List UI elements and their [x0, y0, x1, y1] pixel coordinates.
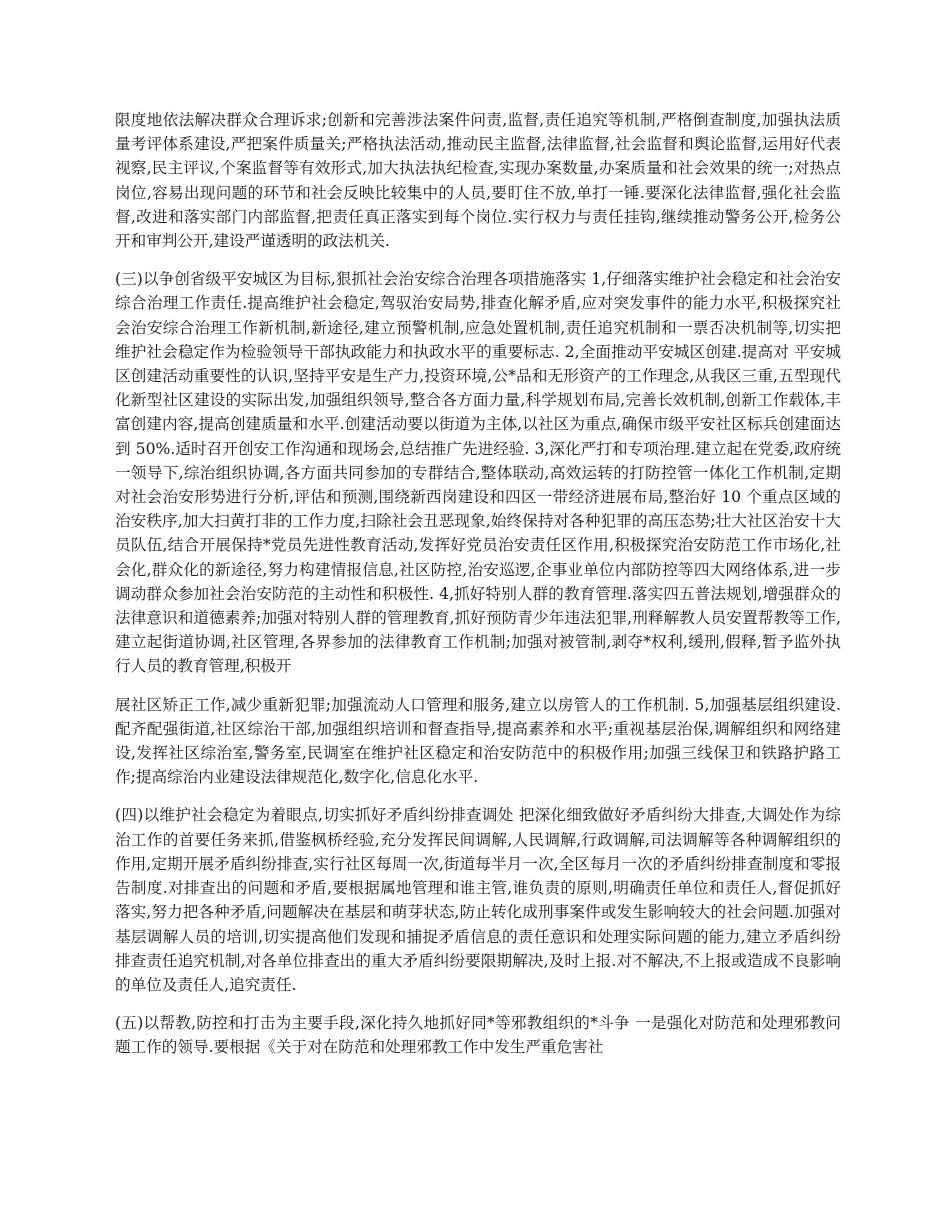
document-body — [115, 108, 841, 1074]
paragraph-dispute-mediation-section-4: (四)以维护社会稳定为着眼点,切实抓好矛盾纠纷排查调处 把深化细致做好矛盾纠纷大排查,大调处作为综治工作的首要任务来抓,借鉴枫桥经验,充分发挥民间调解,人民调解,行政调解,司法调解等各种调解组织的作用,定期开展矛盾纠纷排查,实行社区每周一次,街道每半月一次,全区每月一次的矛盾纠纷排查制度和零报告制度.对排查出的问题和矛盾,要根据属地管理和谁主管,谁负责的原则,明确责任单位和责任人,督促抓好落实,努力把各种矛盾,问题解决在基层和萌芽状态,防止转化成刑事案件或发生影响较大的社会问题.加强对基层调解人员的培训,切实提高他们发现和捕捉矛盾信息的责任意识和处理实际问题的能力,建立矛盾纠纷排查责任追究机制,对各单位排查出的重大矛盾纠纷要限期解决,及时上报.对不解决,不上报或造成不良影响的单位及责任人,追究责任. — [115, 806, 841, 994]
paragraph-law-enforcement-supervision: 限度地依法解决群众合理诉求;创新和完善涉法案件问责,监督,责任追究等机制,严格倒查制度,加强执法质量考评体系建设,严把案件质量关;严格执法活动,推动民主监督,法律监督,社会监督和舆论监督,运用好代表视察,民主评议,个案监督等有效形式,加大执法执纪检查,实现办案数量,办案质量和社会效果的统一;对热点岗位,容易出现问题的环节和社会反映比较集中的人员,要盯住不放,单打一锤.要深化法律监督,强化社会监督,改进和落实部门内部监督,把责任真正落实到每个岗位.实行权力与责任挂钩,继续推动警务公开,检务公开和审判公开,建设严谨透明的政法机关. — [115, 111, 841, 251]
paragraph-cult-prevention-section-5: (五)以帮教,防控和打击为主要手段,深化持久地抓好同*等邪教组织的*斗争 一是强化对防范和处理邪教问题工作的领导.要根据《关于对在防范和处理邪教工作中发生严重危害社 — [115, 1014, 841, 1057]
paragraph-safe-district-section-3: (三)以争创省级平安城区为目标,狠抓社会治安综合治理各项措施落实 1,仔细落实维护社会稳定和社会治安综合治理工作责任.提高维护社会稳定,驾驭治安局势,排查化解矛盾,应对突发事件的能力水平,积极探究社会治安综合治理工作新机制,新途径,建立预警机制,应急处置机制,责任追究机制和一票否决机制等,切实把维护社会稳定作为检验领导干部执政能力和执政水平的重要标志. 2,全面推动平安城区创建.提高对 平安城区创建活动重要性的认识,坚持平安是生产力,投资环境,公*品和无形资产的工作理念,从我区三重,五型现代化新型社区建设的实际出发,加强组织领导,整合各方面力量,科学规划布局,完善长效机制,创新工作载体,丰富创建内容,提高创建质量和水平.创建活动要以街道为主体,以社区为重点,确保市级平安社区标兵创建面达到 50%.适时召开创安工作沟通和现场会,总结推广先进经验. 3,深化严打和专项治理.建立起在党委,政府统一领导下,综治组织协调,各方面共同参加的专群结合,整体联动,高效运转的打防控管一体化工作机制,定期对社会治安形势进行分析,评估和预测,围绕新西岗建设和四区一带经济进展布局,整治好 10 个重点区域的治安秩序,加大扫黄打非的工作力度,扫除社会丑恶现象,始终保持对各种犯罪的高压态势;壮大社区治安十大员队伍,结合开展保持*党员先进性教育活动,发挥好党员治安责任区作用,积极探究治安防范工作市场化,社会化,群众化的新途径,努力构建情报信息,社区防控,治安巡逻,企事业单位内部防控等四大网络体系,进一步调动群众参加社会治安防范的主动性和积极性. 4,抓好特别人群的教育管理.落实四五普法规划,增强群众的法律意识和道德素养;加强对特别人群的管理教育,抓好预防青少年违法犯罪,刑释解教人员安置帮教等工作,建立起街道协调,社区管理,各界参加的法律教育工作机制;加强对被管制,剥夺*权利,缓刑,假释,暂予监外执行人员的教育管理,积极开 — [115, 270, 841, 676]
paragraph-community-correction: 展社区矫正工作,减少重新犯罪;加强流动人口管理和服务,建立以房管人的工作机制. 5,加强基层组织建设.配齐配强街道,社区综治干部,加强组织培训和督查指导,提高素养和水平;重视基层治保,调解组织和网络建设,发挥社区综治室,警务室,民调室在维护社区稳定和治安防范中的积极作用;加强三线保卫和铁路护路工作;提高综治内业建设法律规范化,数字化,信息化水平. — [115, 695, 841, 787]
